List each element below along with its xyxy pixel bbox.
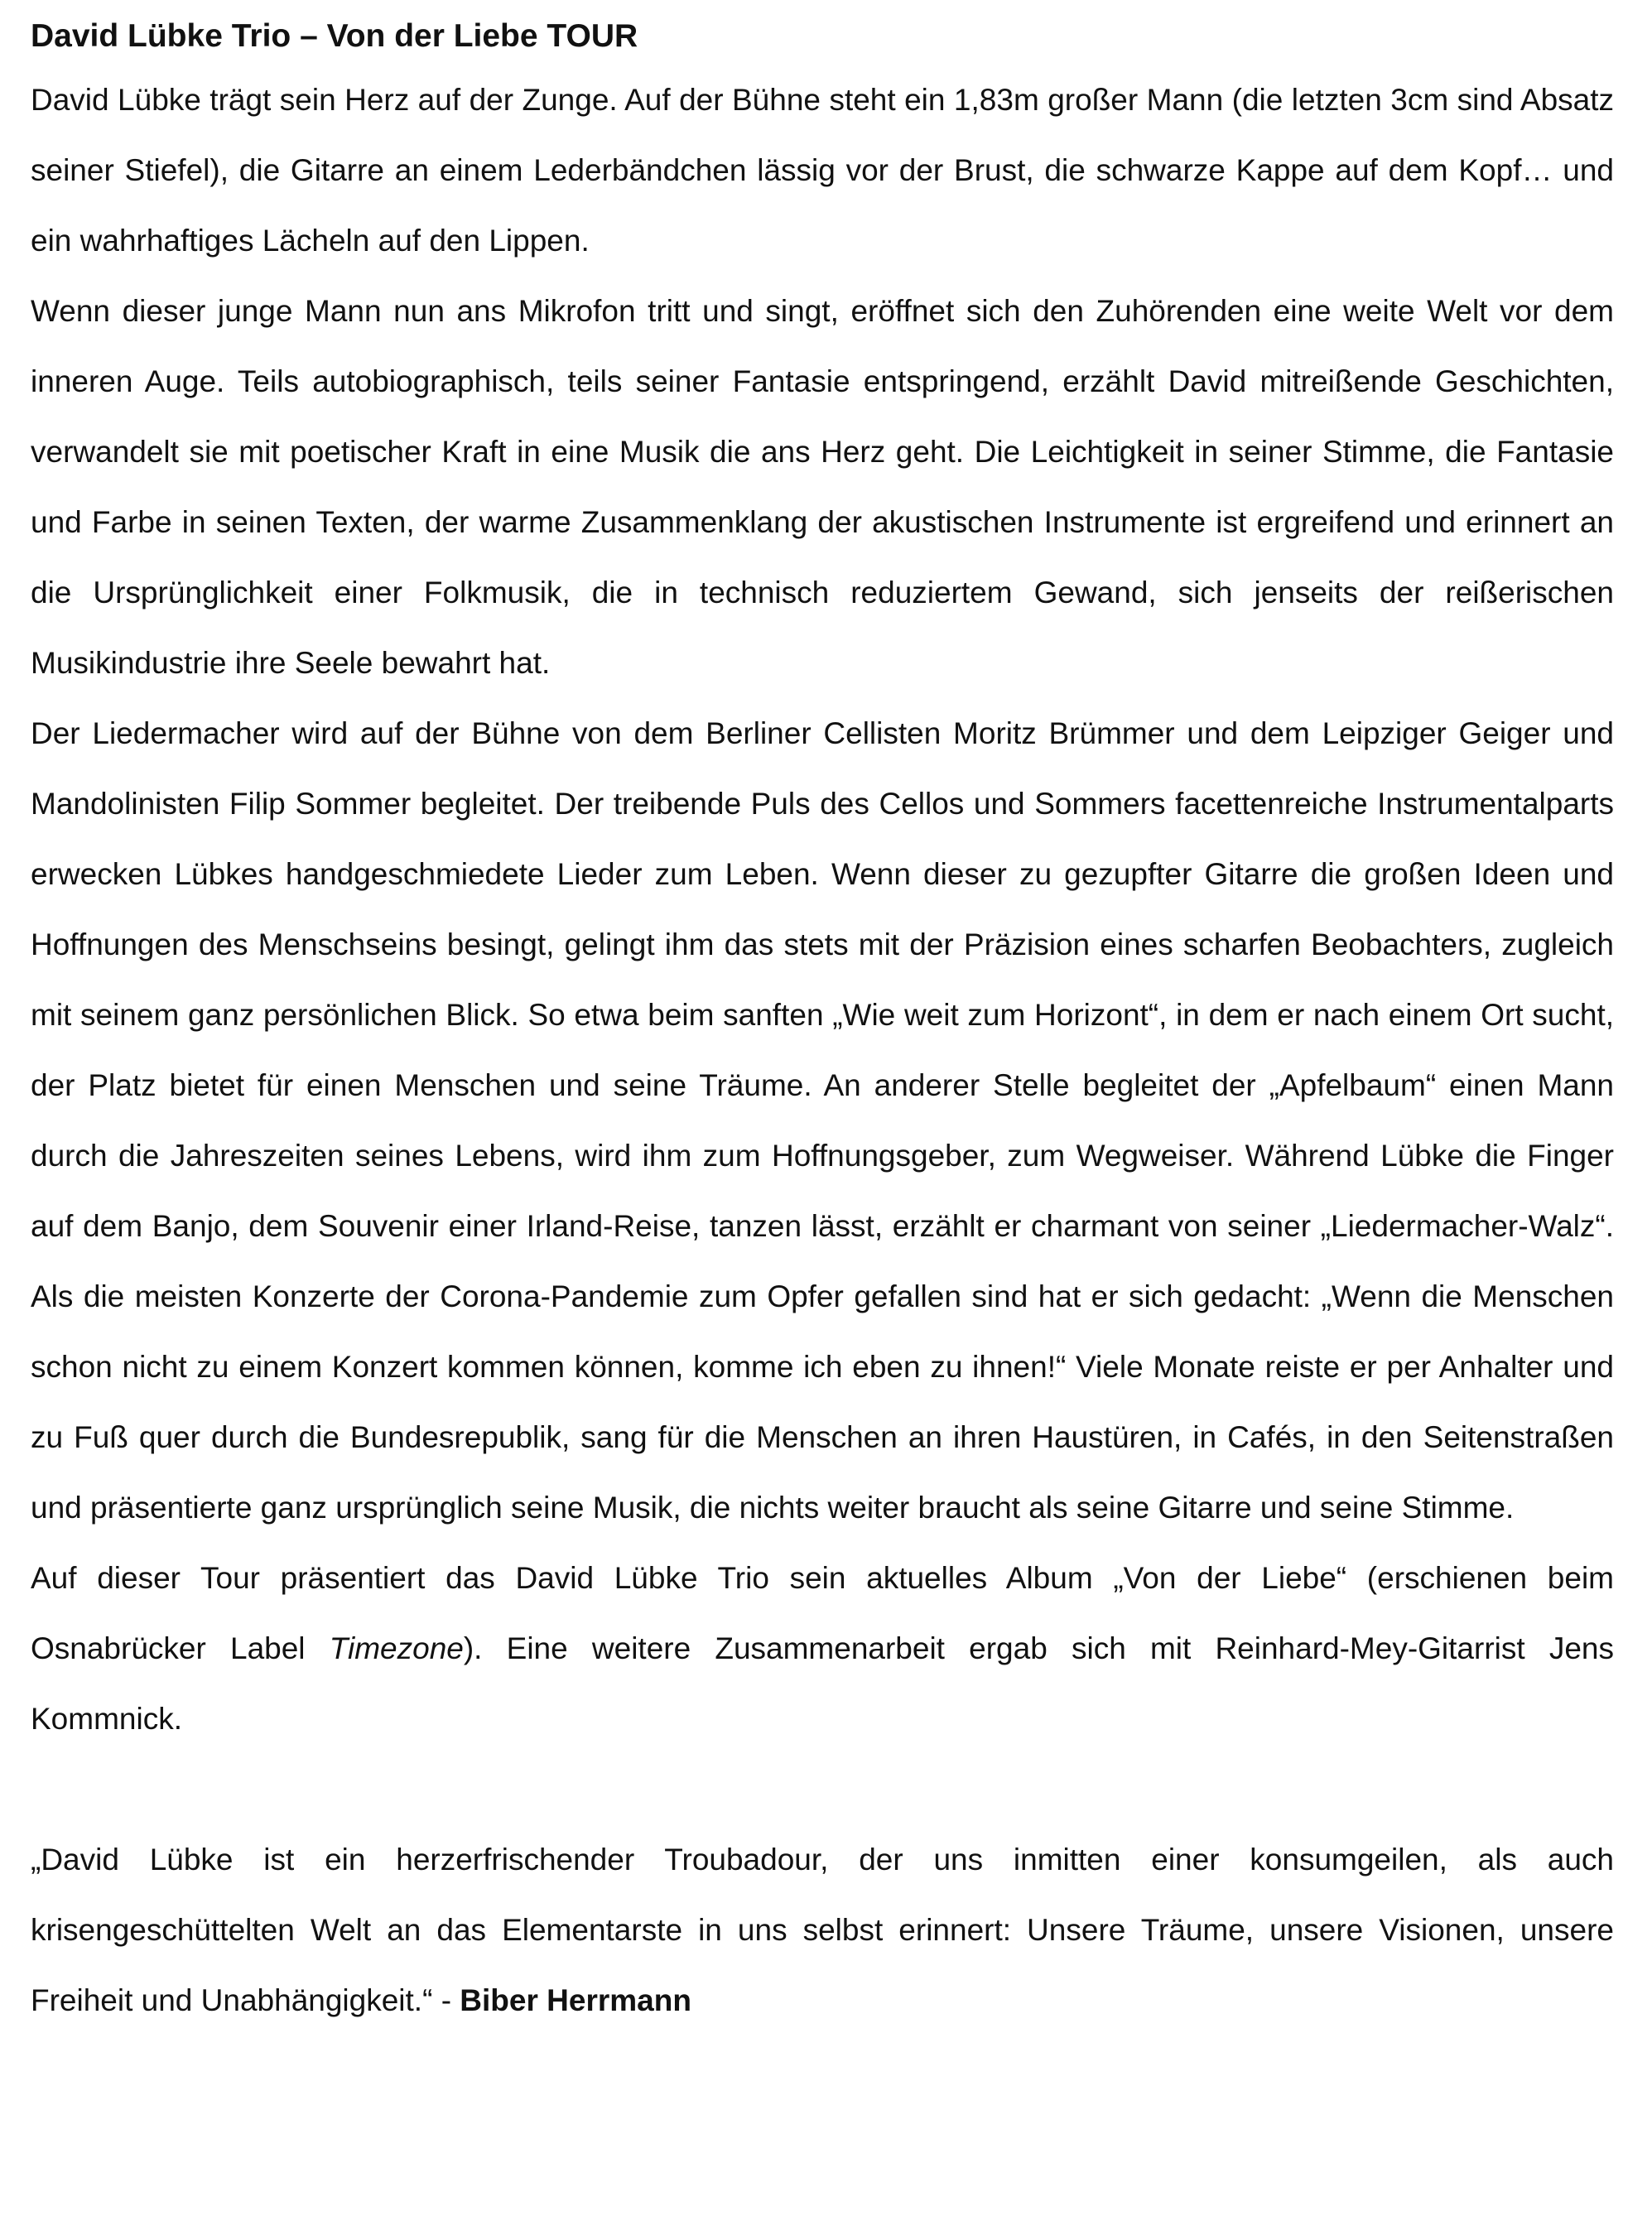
document-page xyxy=(31,15,1614,2036)
quote-text: „David Lübke ist ein herzerfrischender Troubadour, der uns inmitten einer konsumgeilen, als auch krisengeschüttelten Welt an das Elementarste in uns selbst erinnert: Unsere Träume, unsere Visionen, unsere Freiheit und Unabhängigkeit.“ - xyxy=(31,1843,1614,2017)
blank-line xyxy=(31,1754,1614,1824)
quote-author: Biber Herrmann xyxy=(460,1983,691,2017)
quote-paragraph xyxy=(31,1824,1614,2036)
tour-text-before: Auf dieser Tour präsentiert das David Lübke Trio sein aktuelles Album „Von der Liebe“ (erschienen beim Osnabrücker Label xyxy=(31,1561,1614,1665)
tour-text-after: ). Eine weitere Zusammenarbeit ergab sich mit Reinhard-Mey-Gitarrist Jens Kommnick. xyxy=(31,1631,1614,1736)
label-name: Timezone xyxy=(329,1631,464,1665)
paragraph-music: Wenn dieser junge Mann nun ans Mikrofon tritt und singt, eröffnet sich den Zuhörenden eine weite Welt vor dem inneren Auge. Teils autobiographisch, teils seiner Fantasie entspringend, erzählt David mitreißende Geschichten, verwandelt sie mit poetischer Kraft in eine Musik die ans Herz geht. Die Leichtigkeit in seiner Stimme, die Fantasie und Farbe in seinen Texten, der warme Zusammenklang der akustischen Instrumente ist ergreifend und erinnert an die Ursprünglichkeit einer Folkmusik, die in technisch reduziertem Gewand, sich jenseits der reißerischen Musikindustrie ihre Seele bewahrt hat. xyxy=(31,294,1614,680)
paragraph-band: Der Liedermacher wird auf der Bühne von dem Berliner Cellisten Moritz Brümmer und dem Leipziger Geiger und Mandolinisten Filip Sommer begleitet. Der treibende Puls des Cellos und Sommers facettenreiche Instrumentalparts erwecken Lübkes handgeschmiedete Lieder zum Leben. Wenn dieser zu gezupfter Gitarre die großen Ideen und Hoffnungen des Menschseins besingt, gelingt ihm das stets mit der Präzision eines scharfen Beobachters, zugleich mit seinem ganz persönlichen Blick. So etwa beim sanften „Wie weit zum Horizont“, in dem er nach einem Ort sucht, der Platz bietet für einen Menschen und seine Träume. An anderer Stelle begleitet der „Apfelbaum“ einen Mann durch die Jahreszeiten seines Lebens, wird ihm zum Hoffnungsgeber, zum Wegweiser. Während Lübke die Finger auf dem Banjo, dem Souvenir einer Irland-Reise, tanzen lässt, erzählt er charmant von seiner „Liedermacher-Walz“. Als die meisten Konzerte der Corona-Pandemie zum Opfer gefallen sind hat er sich gedacht: „Wenn die Menschen schon nicht zu einem Konzert kommen können, komme ich eben zu ihnen!“ Viele Monate reiste er per Anhalter und zu Fuß quer durch die Bundesrepublik, sang für die Menschen an ihren Haustüren, in Cafés, in den Seitenstraßen und präsentierte ganz ursprünglich seine Musik, die nichts weiter braucht als seine Gitarre und seine Stimme. xyxy=(31,716,1614,1525)
document-title: David Lübke Trio – Von der Liebe TOUR xyxy=(31,18,638,54)
paragraph-tour xyxy=(31,1543,1614,1754)
paragraph-intro: David Lübke trägt sein Herz auf der Zunge. Auf der Bühne steht ein 1,83m großer Mann (die letzten 3cm sind Absatz seiner Stiefel), die Gitarre an einem Lederbändchen lässig vor der Brust, die schwarze Kappe auf dem Kopf… und ein wahrhaftiges Lächeln auf den Lippen. xyxy=(31,83,1614,258)
